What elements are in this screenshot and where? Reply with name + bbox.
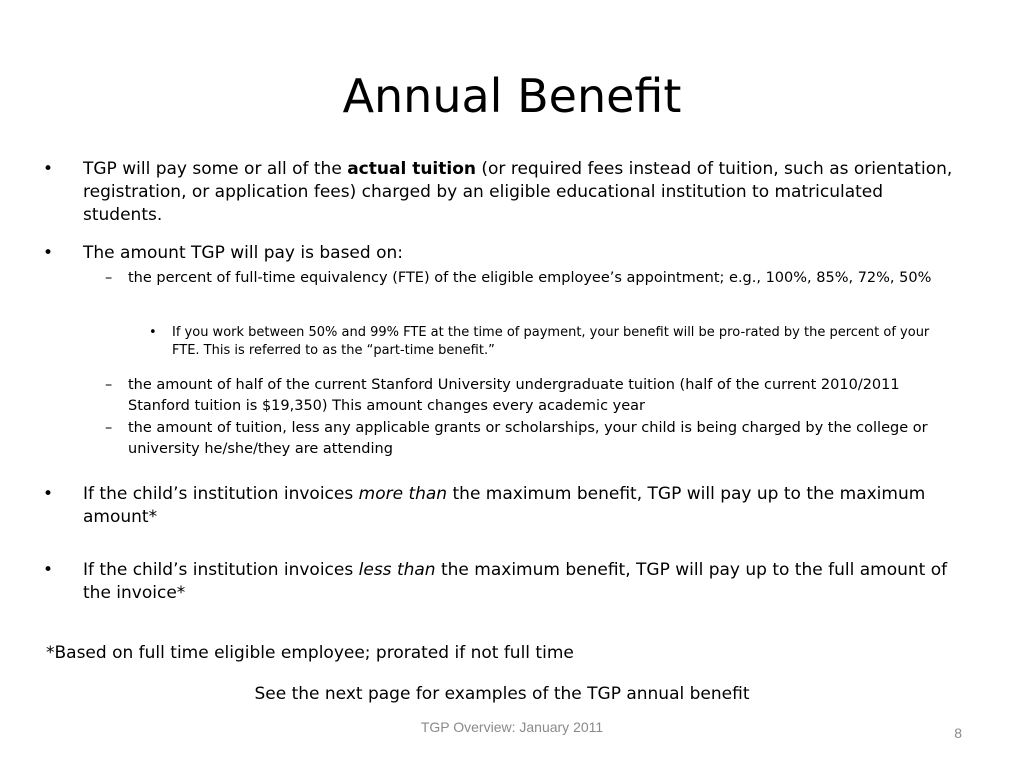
- bullet-marker: •: [43, 243, 54, 263]
- sub-bullet-half-tuition: [105, 375, 943, 417]
- sub-bullet-text: the amount of tuition, less any applicable grants or scholarships, your child is being charged by the college or university he/she/they are attending: [128, 420, 928, 457]
- bullet-text-post: (or required fees instead of tuition, such as orientation, registration, or application fees) charged by an eligible educational institution to matriculated students.: [83, 159, 953, 225]
- dash-marker: –: [105, 377, 113, 393]
- sub-bullet-text: the percent of full-time equivalency (FTE) of the eligible employee’s appointment; e.g., 100%, 85%, 72%, 50%: [128, 270, 932, 286]
- sub-bullet-fte: [105, 268, 943, 289]
- bullet-more-than: [43, 483, 953, 529]
- bullet-text-italic: more than: [358, 484, 448, 504]
- dash-marker: –: [105, 420, 113, 436]
- bullet-text-bold: actual tuition: [347, 159, 476, 179]
- bullet-text: The amount TGP will pay is based on:: [83, 243, 403, 263]
- bullet-amount-based-on: [43, 242, 953, 265]
- bullet-text-pre: If the child’s institution invoices: [83, 484, 359, 504]
- bullet-text-pre: If the child’s institution invoices: [83, 560, 359, 580]
- slide-title: Annual Benefit: [342, 69, 682, 123]
- bullet-less-than: [43, 559, 953, 605]
- slide-footer: TGP Overview: January 2011: [420, 719, 604, 735]
- sub-sub-bullet-text: If you work between 50% and 99% FTE at the time of payment, your benefit will be pro-rated by the percent of your FTE. This is referred to as the “part-time benefit.”: [172, 325, 930, 358]
- sub-bullet-tuition-less-grants: [105, 418, 943, 460]
- page-number: 8: [954, 725, 962, 741]
- sub-sub-bullet-part-time: [149, 324, 952, 360]
- next-page-note: See the next page for examples of the TGP annual benefit: [254, 684, 750, 704]
- dash-marker: –: [105, 270, 113, 286]
- bullet-text-pre: TGP will pay some or all of the: [83, 159, 348, 179]
- footnote: *Based on full time eligible employee; prorated if not full time: [46, 643, 574, 663]
- bullet-actual-tuition: [43, 158, 953, 227]
- bullet-text-post: the maximum benefit, TGP will pay up to the full amount of the invoice*: [83, 560, 948, 603]
- bullet-text-post: the maximum benefit, TGP will pay up to the maximum amount*: [83, 484, 926, 527]
- bullet-marker: •: [43, 159, 54, 179]
- bullet-marker: •: [43, 484, 54, 504]
- bullet-marker: •: [43, 560, 54, 580]
- bullet-marker: •: [149, 325, 157, 340]
- sub-bullet-text: the amount of half of the current Stanford University undergraduate tuition (half of the current 2010/2011 Stanford tuition is $19,350) This amount changes every academic year: [128, 377, 900, 414]
- bullet-text-italic: less than: [358, 560, 436, 580]
